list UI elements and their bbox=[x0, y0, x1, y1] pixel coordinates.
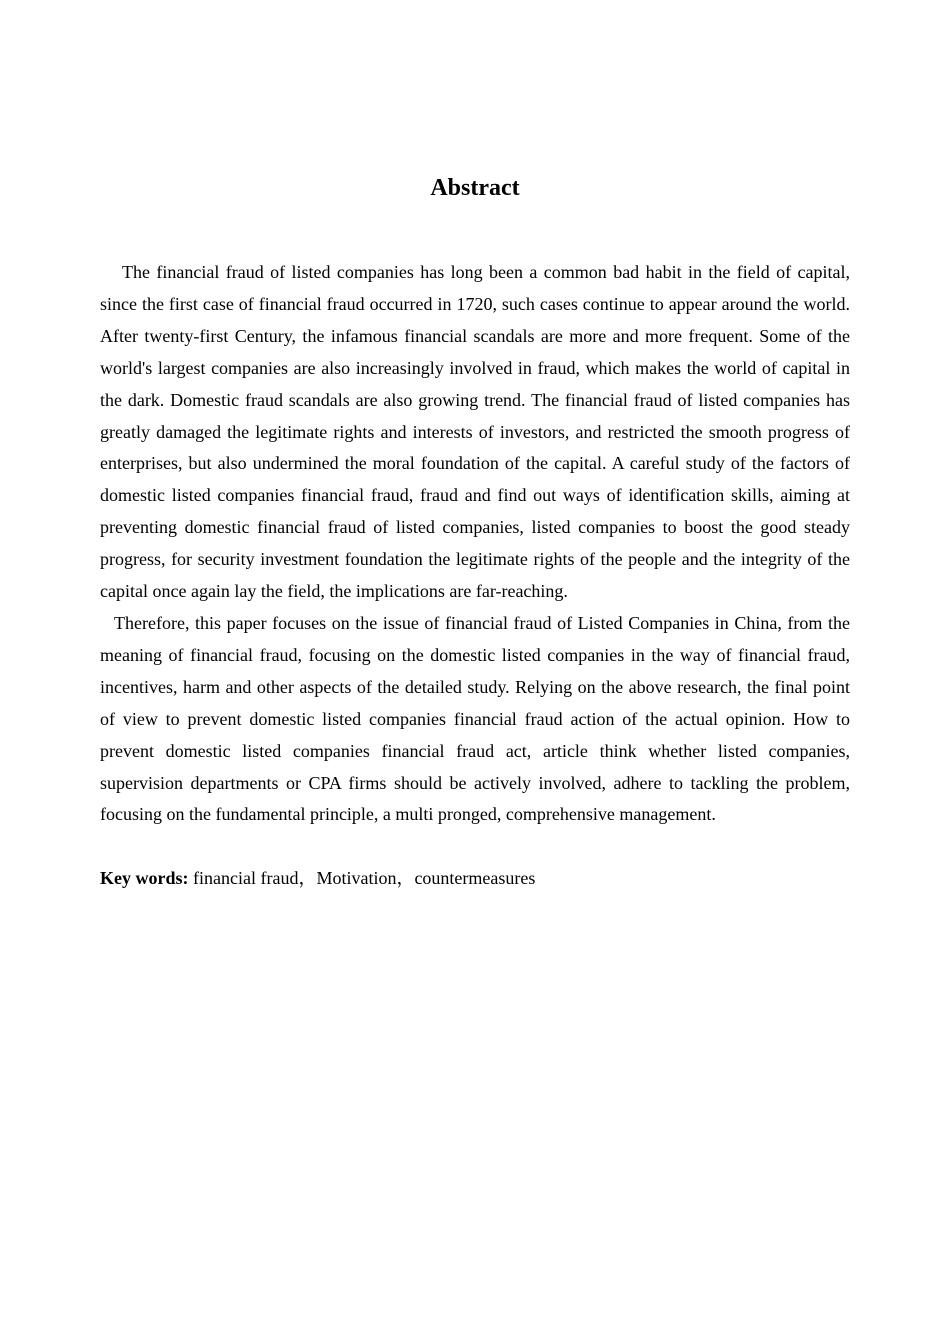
abstract-paragraph-2: Therefore, this paper focuses on the issue of financial fraud of Listed Companies in China, from the meaning of financial fraud, focusing on the domestic listed companies in the way of financial fraud, incentives, harm and other aspects of the detailed study. Relying on the above research, the final point of view to prevent domestic listed companies financial fraud action of the actual opinion. How to prevent domestic listed companies financial fraud act, article think whether listed companies, supervision departments or CPA firms should be actively involved, adhere to tackling the problem, focusing on the fundamental principle, a multi pronged, comprehensive management. bbox=[100, 612, 850, 825]
keywords-line bbox=[100, 863, 850, 895]
keywords-label: Key words: bbox=[100, 868, 189, 889]
abstract-paragraph-1: The financial fraud of listed companies has long been a common bad habit in the field of capital, since the first case of financial fraud occurred in 1720, such cases continue to appear around the world. After twenty-first Century, the infamous financial scandals are more and more frequent. Some of the world's largest companies are also increasingly involved in fraud, which makes the world of capital in the dark. Domestic fraud scandals are also growing trend. The financial fraud of listed companies has greatly damaged the legitimate rights and interests of investors, and restricted the smooth progress of enterprises, but also undermined the moral foundation of the capital. A careful study of the factors of domestic listed companies financial fraud, fraud and find out ways of identification skills, aiming at preventing domestic financial fraud of listed companies, listed companies to boost the good steady progress, for security investment foundation the legitimate rights of the people and the integrity of the capital once again lay the field, the implications are far-reaching. bbox=[100, 262, 850, 602]
keywords-text: financial fraud，Motivation，countermeasures bbox=[193, 868, 536, 889]
page-title: Abstract bbox=[430, 175, 520, 201]
abstract-body bbox=[100, 257, 850, 895]
